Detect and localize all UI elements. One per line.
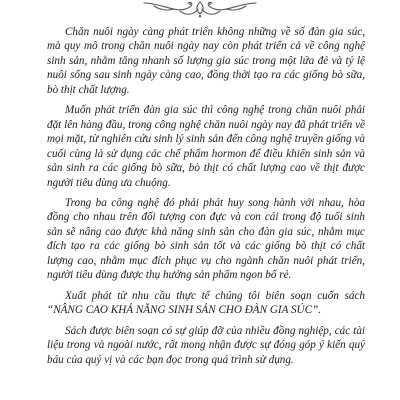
paragraph-2: Muốn phát triển đàn gia súc thì công nghệ trong chăn nuôi phải đặt lên hàng đầu, trong công nghệ chăn nuôi ngày nay đã phát triển về mọi mặt, từ nghiên cứu sinh lý sinh sản đến công nghệ truyền giống và cuối cùng là sử dụng các chế phẩm hormon để điều khiển sinh sản và sản sinh ra các giống bò sữa, bò thịt có chất lượng cao về thịt được người tiêu dùng ưa chuộng.	[47, 104, 365, 189]
scroll-flourish-icon	[142, 0, 258, 18]
paragraph-1: Chăn nuôi ngày càng phát triển không những về số đàn gia súc, mà quy mô trong chăn nuôi ngày nay còn phát triển cả về công nghệ sinh sản, nhằm tăng nhanh số lượng gia súc trong một lứa đẻ và tỷ lệ nuôi sống sau sinh ngày càng cao, đồng thời tạo ra các giống bò sữa, bò thịt chất lượng.	[47, 26, 365, 96]
paragraph-4: Xuất phát từ nhu cầu thực tế chúng tôi biên soạn cuốn sách “NÂNG CAO KHẢ NĂNG SINH SẢN CHO ĐÀN GIA SÚC”.	[47, 289, 365, 317]
paragraph-5: Sách được biên soạn có sự giúp đỡ của nhiều đồng nghiệp, các tài liệu trong và ngoài nước, rất mong nhận được sự đóng góp ý kiến quý báu của quý vị và các bạn đọc trong quá trình sử dụng.	[47, 324, 365, 366]
page-body	[47, 25, 365, 373]
paragraph-3: Trong ba công nghệ đó phải phát huy song hành với nhau, hòa đồng cho nhau trên đối tượng con đực và con cái trong độ tuổi sinh sản sẽ nâng cao được khả năng sinh sản cho đàn gia súc, nhằm mục đích tạo ra các giống bò sinh sản tốt và các giống bò thịt có chất lượng cao, nhằm mục đích phục vụ cho ngành chăn nuôi phát triển, người tiêu dùng được thụ hưởng sản phẩm ngon bổ rẻ.	[47, 196, 365, 282]
